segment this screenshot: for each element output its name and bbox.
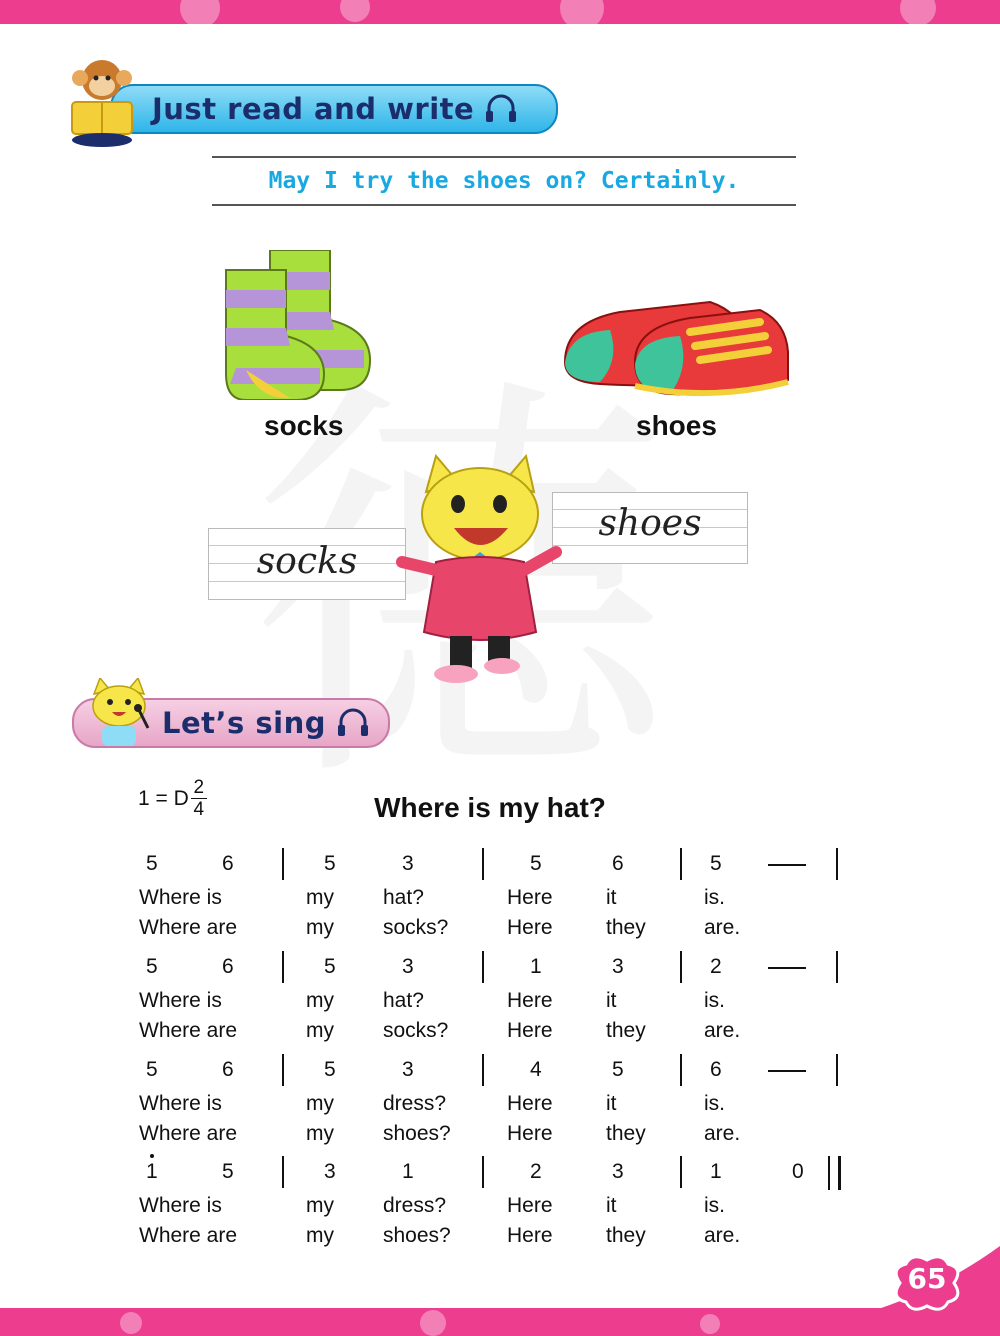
lyric-word: shoes?: [383, 1122, 451, 1145]
barline: [282, 951, 284, 983]
lyric-word: Where is: [139, 989, 222, 1012]
page-number: 65: [907, 1262, 947, 1295]
lyric-word: it: [606, 1092, 617, 1115]
lyric-word: it: [606, 1194, 617, 1217]
time-top: 2: [193, 777, 205, 798]
lyric-word: socks?: [383, 1019, 449, 1042]
note: 5: [324, 955, 336, 978]
barline: [482, 1054, 484, 1086]
note: 4: [530, 1058, 542, 1081]
lyric-word: are.: [704, 1122, 741, 1145]
barline: [282, 1054, 284, 1086]
lyric-word: Where are: [139, 1019, 238, 1042]
lyric-word: Here: [507, 886, 553, 909]
lyric-word: dress?: [383, 1092, 447, 1115]
lyric-word: hat?: [383, 886, 424, 909]
note: 5: [146, 955, 158, 978]
note: 6: [222, 852, 234, 875]
note: 6: [222, 955, 234, 978]
lyric-word: are.: [704, 1019, 741, 1042]
note: 5: [324, 1058, 336, 1081]
hold-dash: [768, 967, 806, 969]
hold-dash: [768, 864, 806, 866]
barline: [282, 1156, 284, 1188]
note: 3: [324, 1160, 336, 1183]
barline: [836, 951, 838, 983]
lyric-word: are.: [704, 916, 741, 939]
note: 5: [530, 852, 542, 875]
key-text: 1 = D: [138, 786, 189, 810]
note: 2: [530, 1160, 542, 1183]
monkey-mascot-icon: [62, 56, 142, 148]
headphones-icon[interactable]: [336, 708, 370, 738]
lyric-word: dress?: [383, 1194, 447, 1217]
lyric-word: they: [606, 1019, 646, 1042]
lyric-word: it: [606, 989, 617, 1012]
lyric-word: my: [306, 1224, 334, 1247]
socks-picture: [220, 250, 390, 400]
note: 3: [402, 1058, 414, 1081]
note: 6: [612, 852, 624, 875]
barline: [680, 848, 682, 880]
lyric-word: my: [306, 1092, 334, 1115]
writing-box-shoes[interactable]: [552, 492, 748, 564]
lyric-word: my: [306, 1019, 334, 1042]
barline: [680, 1156, 682, 1188]
lyric-word: is.: [704, 1092, 725, 1115]
lyric-word: Here: [507, 1019, 553, 1042]
lyric-word: Where is: [139, 886, 222, 909]
barline: [482, 951, 484, 983]
final-barline: [828, 1156, 841, 1190]
sentence-box: [212, 154, 796, 208]
lyric-word: my: [306, 1122, 334, 1145]
lyric-word: my: [306, 916, 334, 939]
lyric-word: Here: [507, 1092, 553, 1115]
handwritten-socks: socks: [256, 541, 358, 582]
handwritten-shoes: shoes: [598, 503, 702, 544]
word-label-shoes: shoes: [636, 410, 717, 441]
time-bottom: 4: [193, 799, 205, 820]
note: 3: [612, 1160, 624, 1183]
lyric-word: Where is: [139, 1194, 222, 1217]
note: 3: [612, 955, 624, 978]
top-decor-band: [0, 0, 1000, 24]
lyric-word: my: [306, 886, 334, 909]
high-octave-dot: [150, 1154, 154, 1158]
song-title: Where is my hat?: [374, 792, 606, 823]
lyric-word: they: [606, 1224, 646, 1247]
section-title: Let’s sing: [162, 706, 326, 740]
bottom-decor-band: [0, 1308, 1000, 1336]
barline: [680, 951, 682, 983]
note: 3: [402, 955, 414, 978]
lyric-word: Here: [507, 989, 553, 1012]
note: 5: [612, 1058, 624, 1081]
lyric-word: Where are: [139, 1224, 238, 1247]
note: 2: [710, 955, 722, 978]
note: 3: [402, 852, 414, 875]
lyric-word: is.: [704, 1194, 725, 1217]
note: 6: [222, 1058, 234, 1081]
lyric-word: hat?: [383, 989, 424, 1012]
lyric-word: my: [306, 1194, 334, 1217]
note: 6: [710, 1058, 722, 1081]
note: 1: [402, 1160, 414, 1183]
lyric-word: is.: [704, 886, 725, 909]
lyric-word: they: [606, 916, 646, 939]
cat-mascot-icon: [396, 452, 566, 688]
singing-cat-icon: [82, 678, 156, 748]
lyric-word: it: [606, 886, 617, 909]
model-sentence: May I try the shoes on? Certainly.: [268, 168, 740, 194]
barline: [482, 848, 484, 880]
lyric-word: Where are: [139, 1122, 238, 1145]
section-title: Just read and write: [152, 92, 475, 126]
note: 5: [222, 1160, 234, 1183]
lyric-word: socks?: [383, 916, 449, 939]
note: 5: [710, 852, 722, 875]
headphones-icon[interactable]: [484, 94, 518, 124]
barline: [482, 1156, 484, 1188]
lyric-word: Here: [507, 916, 553, 939]
lyric-word: Here: [507, 1194, 553, 1217]
barline: [836, 1054, 838, 1086]
note: 5: [146, 1058, 158, 1081]
word-label-socks: socks: [264, 410, 344, 441]
lyric-word: shoes?: [383, 1224, 451, 1247]
rest-note: 0: [792, 1160, 804, 1183]
note: 1: [530, 955, 542, 978]
lyric-word: Where is: [139, 1092, 222, 1115]
note: 1: [710, 1160, 722, 1183]
shoes-picture: [560, 282, 790, 400]
section-banner-read-write: [110, 84, 558, 134]
lyric-word: is.: [704, 989, 725, 1012]
note: 1: [146, 1160, 158, 1183]
note: 5: [324, 852, 336, 875]
lyric-word: Where are: [139, 916, 238, 939]
lyric-word: Here: [507, 1224, 553, 1247]
lyric-word: my: [306, 989, 334, 1012]
lyric-word: are.: [704, 1224, 741, 1247]
lyric-word: they: [606, 1122, 646, 1145]
barline: [680, 1054, 682, 1086]
hold-dash: [768, 1070, 806, 1072]
barline: [836, 848, 838, 880]
lyric-word: Here: [507, 1122, 553, 1145]
writing-box-socks[interactable]: [208, 528, 406, 600]
barline: [282, 848, 284, 880]
note: 5: [146, 852, 158, 875]
